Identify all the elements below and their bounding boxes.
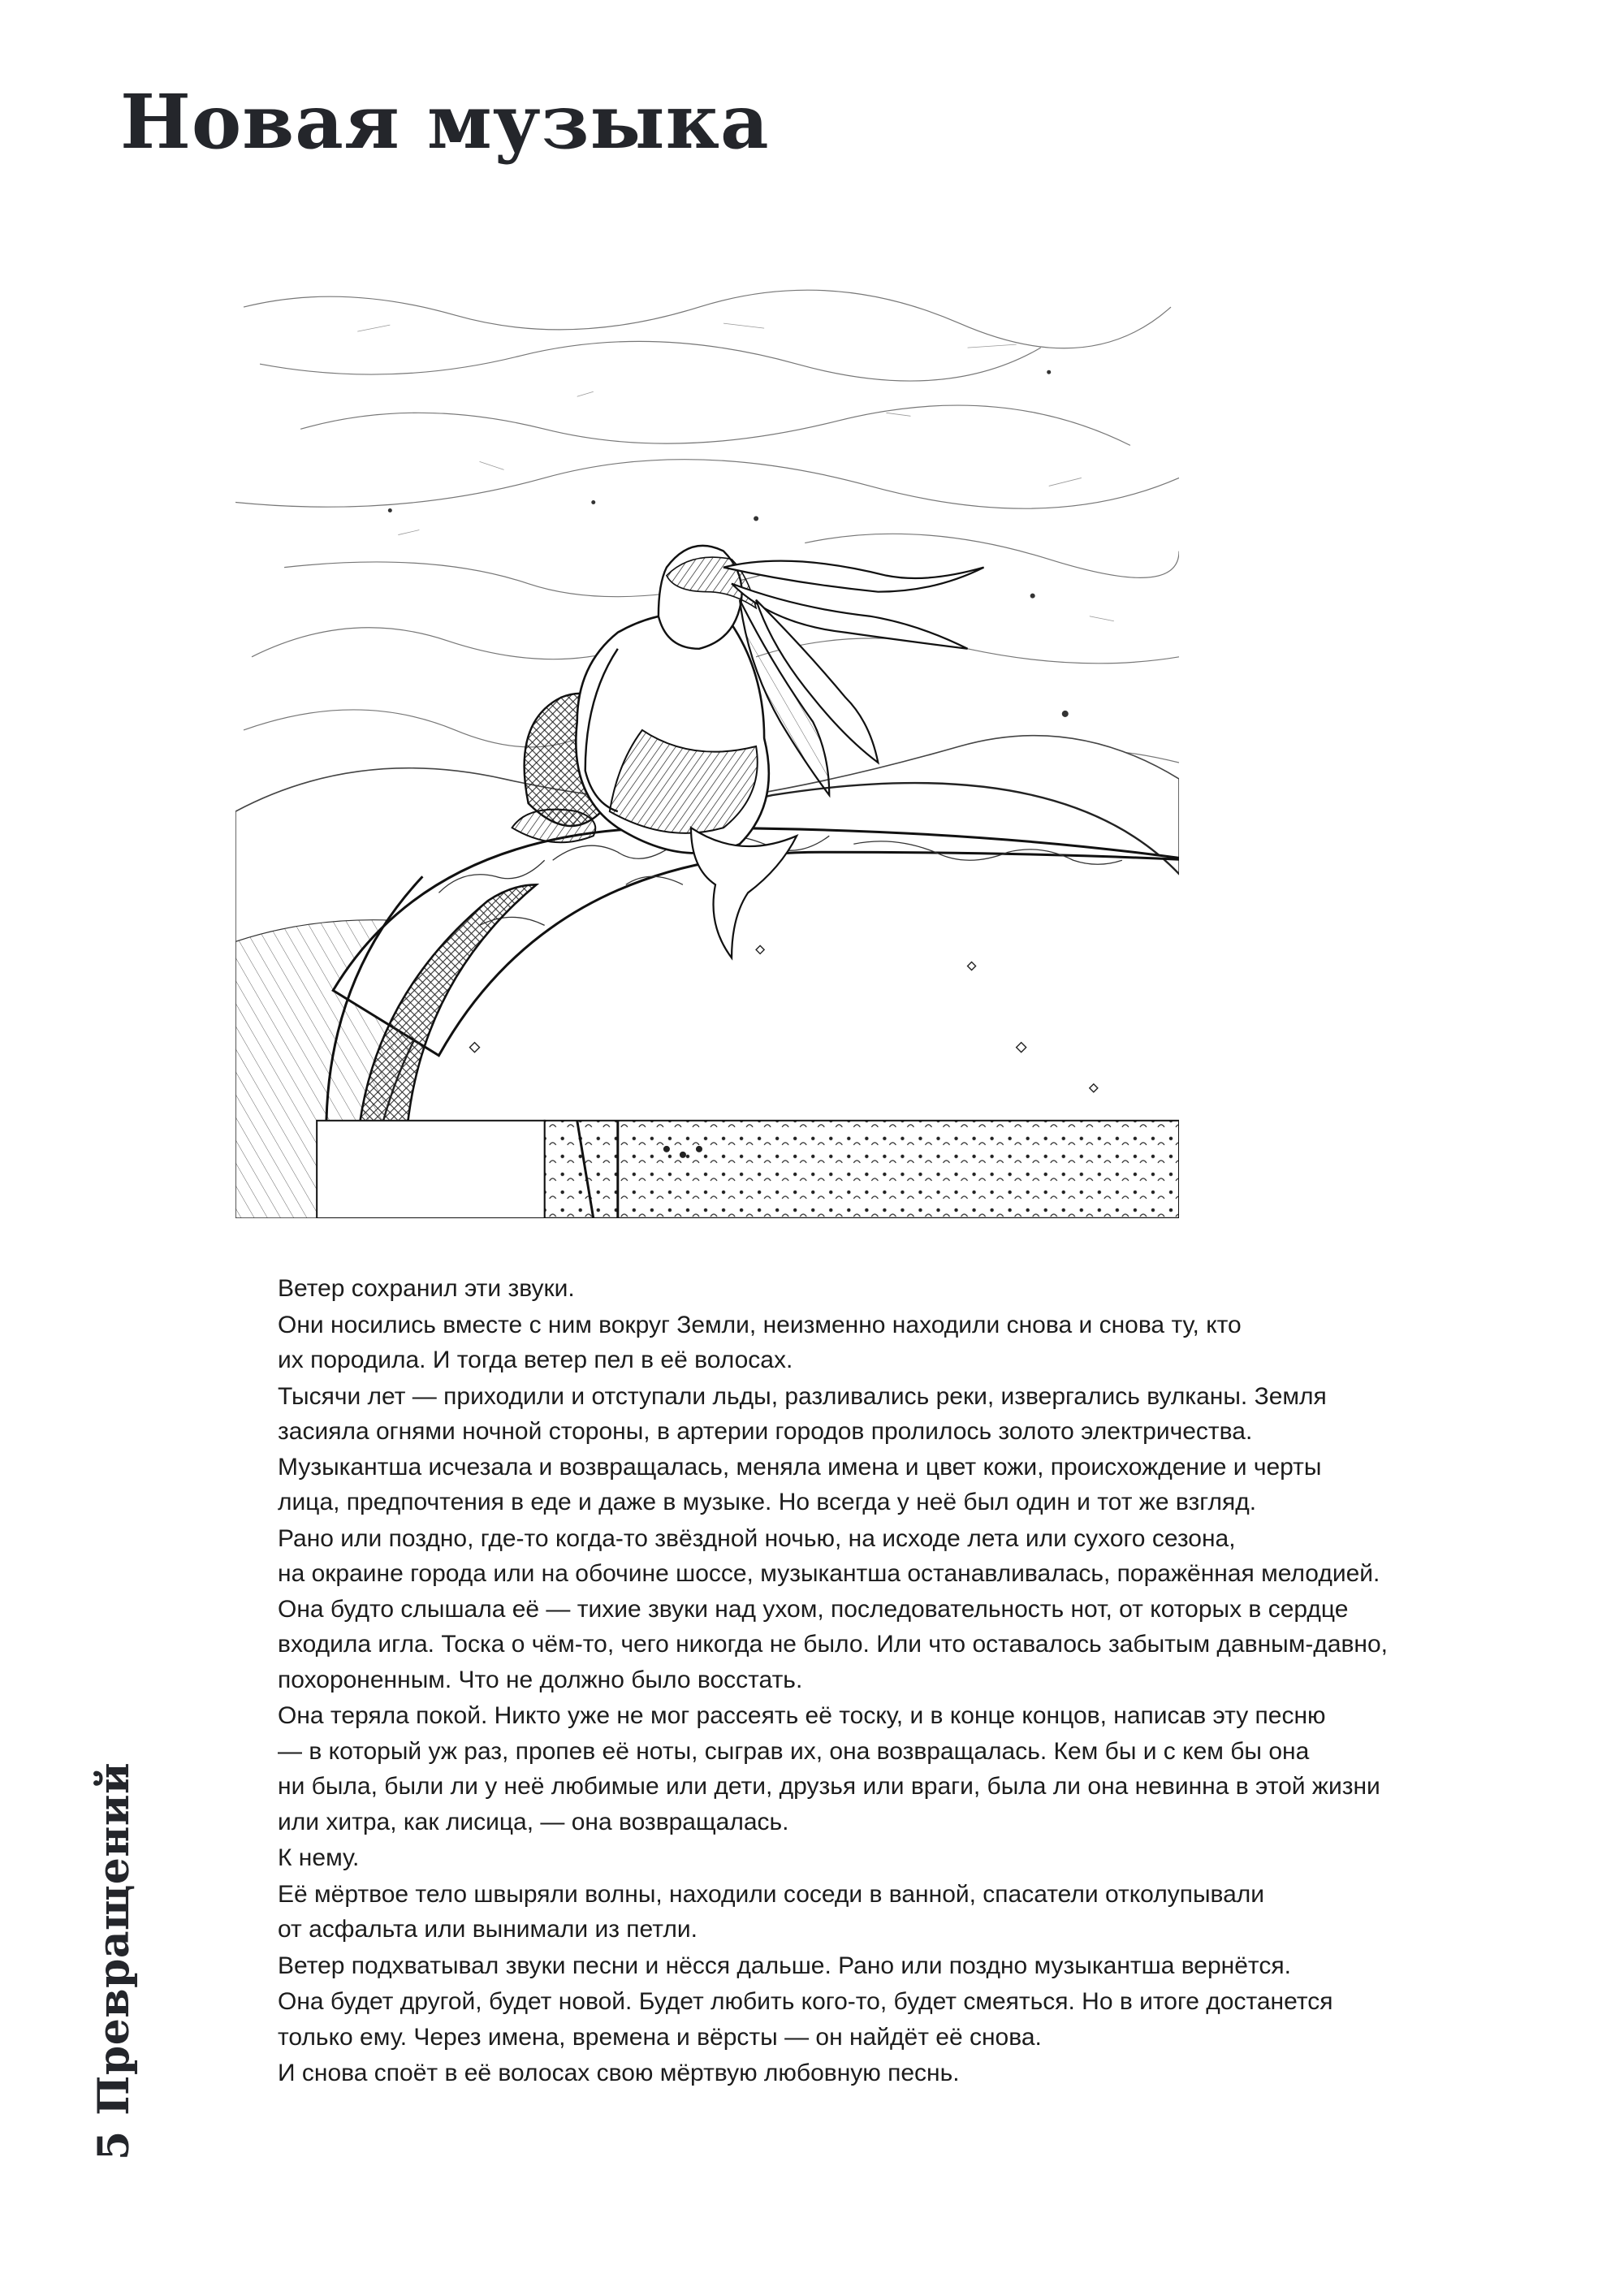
text-line: только ему. Через имена, времена и вёрсты — он найдёт её снова. bbox=[278, 2023, 1042, 2051]
text-line: входила игла. Тоска о чём-то, чего никогда не было. Или что оставалось забытым давным-давно, bbox=[278, 1631, 1389, 1658]
text-line: Она будет другой, будет новой. Будет любить кого-то, будет смеяться. Но в итоге достанется bbox=[278, 1988, 1333, 2015]
text-line: Её мёртвое тело швыряли волны, находили соседи в ванной, спасатели отколупывали bbox=[278, 1880, 1265, 1908]
paragraph bbox=[235, 1379, 1535, 1520]
section-label: 5 Превращений bbox=[89, 1762, 139, 2160]
text-line: или хитра, как лисица, — она возвращалась. bbox=[278, 1808, 789, 1835]
paragraph bbox=[235, 1840, 1535, 1876]
text-line: Она теряла покой. Никто уже не мог рассеять её тоску, и в конце концов, написав эту песню bbox=[278, 1702, 1326, 1729]
text-line: Ветер подхватывал звуки песни и нёсся дальше. Рано или поздно музыкантша вернётся. bbox=[278, 1952, 1291, 1979]
text-line: на окраине города или на обочине шоссе, музыкантша останавливалась, поражённая мелодией. bbox=[278, 1560, 1380, 1587]
text-line: К нему. bbox=[278, 1844, 360, 1871]
ink-drawing-icon bbox=[235, 275, 1179, 1218]
story-text bbox=[235, 1271, 1535, 2092]
text-line: ни была, были ли у неё любимые или дети, друзья или враги, была ли она невинна в этой жизни bbox=[278, 1773, 1380, 1800]
paragraph bbox=[235, 1877, 1535, 1948]
paragraph bbox=[235, 1308, 1535, 1378]
paragraph bbox=[235, 2056, 1535, 2091]
paragraph bbox=[235, 1698, 1535, 1840]
paragraph bbox=[235, 1948, 1535, 1984]
text-line: от асфальта или вынимали из петли. bbox=[278, 1916, 698, 1943]
text-line: Ветер сохранил эти звуки. bbox=[278, 1275, 575, 1302]
text-line: засияла огнями ночной стороны, в артерии городов пролилось золото электричества. bbox=[278, 1418, 1253, 1445]
text-line: похороненным. Что не должно было восстать. bbox=[278, 1666, 803, 1693]
text-line: И снова споёт в её волосах свою мёртвую любовную песнь. bbox=[278, 2060, 960, 2086]
paragraph bbox=[235, 1271, 1535, 1307]
text-line: Тысячи лет — приходили и отступали льды, разливались реки, извергались вулканы. Земля bbox=[278, 1382, 1327, 1410]
text-line: лица, предпочтения в еде и даже в музыке. Но всегда у неё был один и тот же взгляд. bbox=[278, 1489, 1257, 1515]
paragraph bbox=[235, 1984, 1535, 2055]
text-line: Они носились вместе с ним вокруг Земли, неизменно находили снова и снова ту, кто bbox=[278, 1311, 1242, 1338]
text-line: — в который уж раз, пропев её ноты, сыграв их, она возвращалась. Кем бы и с кем бы она bbox=[278, 1737, 1310, 1765]
paragraph bbox=[235, 1521, 1535, 1698]
text-line: Рано или поздно, где-то когда-то звёздной ночью, на исходе лета или сухого сезона, bbox=[278, 1524, 1236, 1552]
page-title: Новая музыка bbox=[120, 78, 770, 166]
text-line: их породила. И тогда ветер пел в её волосах. bbox=[278, 1347, 793, 1373]
text-line: Она будто слышала её — тихие звуки над ухом, последовательность нот, от которых в сердце bbox=[278, 1595, 1349, 1623]
illustration-image bbox=[235, 275, 1179, 1218]
text-line: Музыкантша исчезала и возвращалась, меняла имена и цвет кожи, происхождение и черты bbox=[278, 1453, 1322, 1481]
